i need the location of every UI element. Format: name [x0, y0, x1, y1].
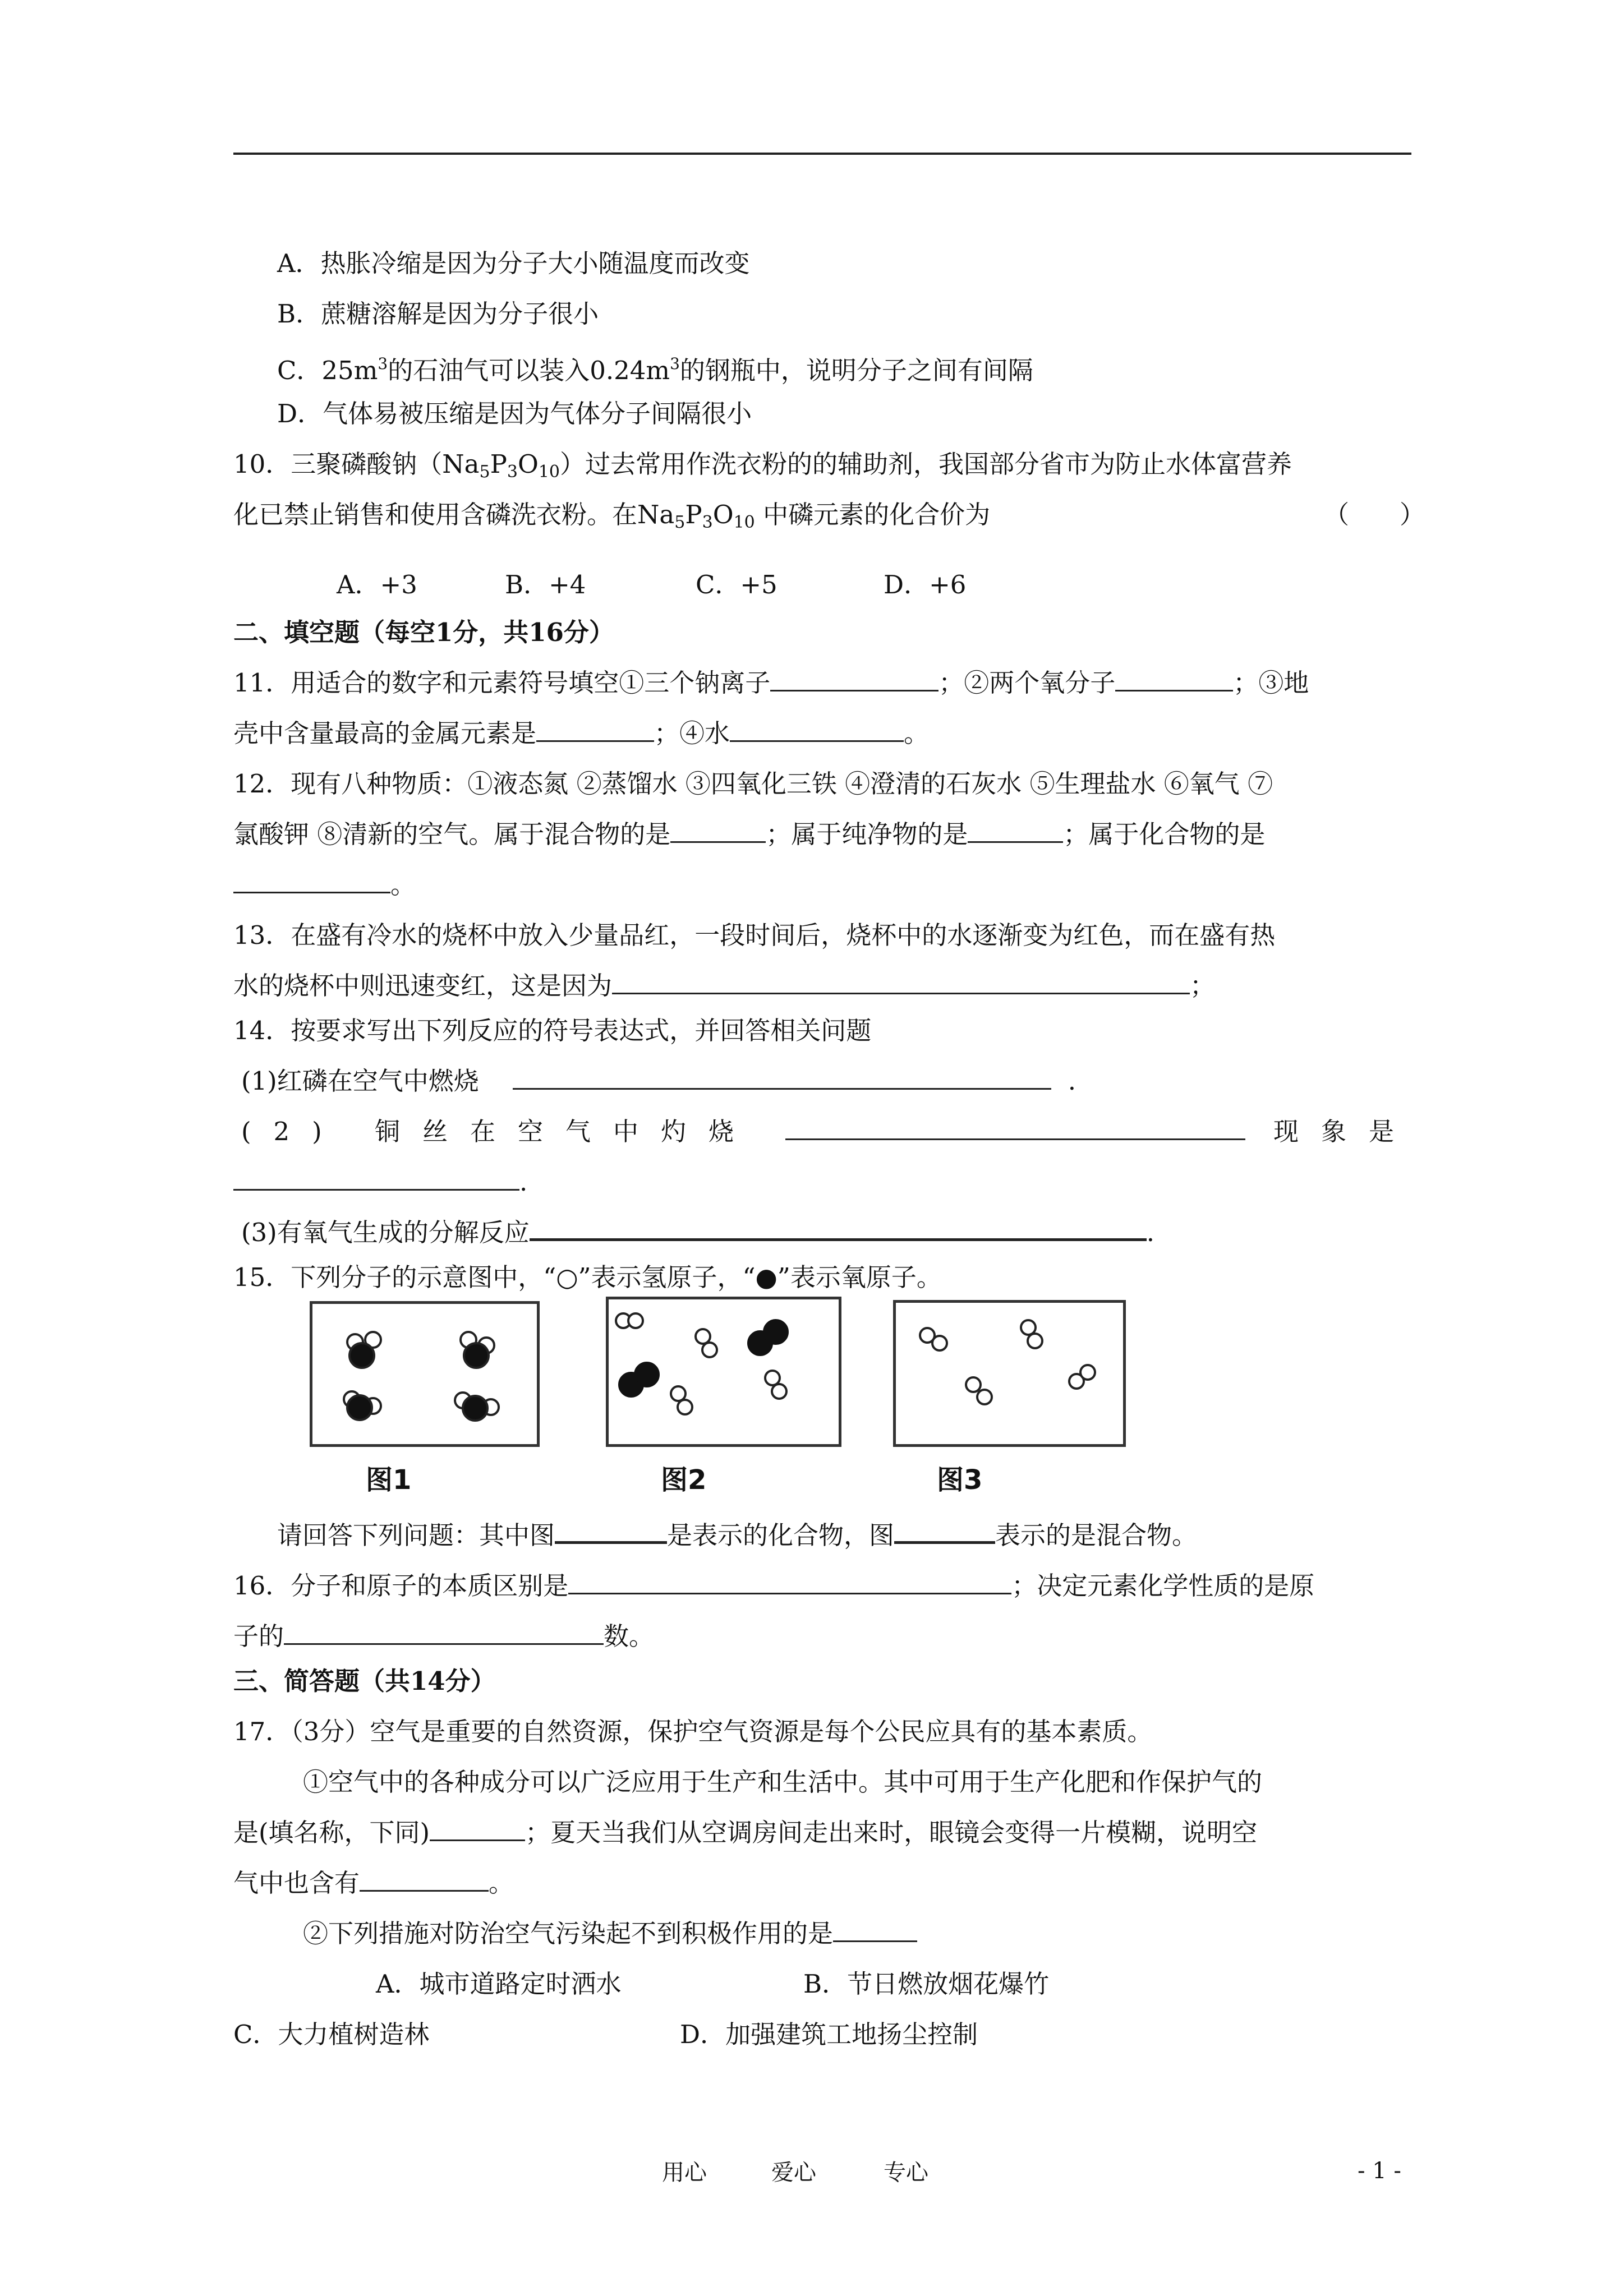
q12-line2: 氯酸钾 ⑧清新的空气。属于混合物的是 ；属于纯净物的是 ；属于化合物的是: [233, 819, 1266, 849]
figure-2-label: 图2: [661, 1464, 707, 1496]
q17-line5: ②下列措施对防治空气污染起不到积极作用的是: [303, 1917, 917, 1951]
water-molecule: [347, 1332, 381, 1368]
hydrogen-atom: [696, 1329, 710, 1344]
header-rule: [233, 153, 1411, 155]
figure-2-molecules: [609, 1299, 839, 1444]
q14-part2: (2) 铜丝在空气中灼烧: [241, 1117, 757, 1146]
q10-option-b: B．+4: [505, 570, 586, 600]
q17-option-d: D．加强建筑工地扬尘控制: [680, 2020, 978, 2049]
oxygen-atom: [349, 1343, 374, 1368]
figure-3-molecules: [896, 1303, 1123, 1444]
q14-blank-1: [513, 1066, 1051, 1090]
figure-3-box: [893, 1300, 1126, 1447]
hydrogen-atom: [977, 1390, 992, 1404]
q10-line1: 10．三聚磷酸钠$(Na_5P_3O_{10})$过去常用作洗衣粉的的辅助剂，我国部分省市为防止水体富营养: [233, 449, 1292, 482]
q10-line2: 化已禁止销售和使用含磷洗衣粉。在$Na_5P_3O_{10}$ 中磷元素的化合价为: [233, 500, 991, 532]
hydrogen-atom: [671, 1386, 686, 1401]
q11-blank-1: [770, 667, 938, 691]
hydrogen-molecule: [696, 1329, 717, 1357]
hydrogen-atom: [634, 1362, 659, 1387]
q14-blank-3: [233, 1167, 519, 1191]
q13-line1: 13．在盛有冷水的烧杯中放入少量品红，一段时间后，烧杯中的水逐渐变为红色，而在盛有热: [233, 920, 1276, 950]
q14-intro: 14．按要求写出下列反应的符号表达式，并回答相关问题: [233, 1016, 872, 1045]
hydrogen-atom: [765, 1371, 780, 1385]
q16-blank-1: [568, 1570, 1011, 1594]
q11-line2: 壳中含量最高的金属元素是 ；④水 。: [233, 718, 930, 748]
oxygen-molecule: [748, 1320, 788, 1356]
oxygen-atom: [464, 1343, 489, 1368]
q12-blank-3: [233, 869, 390, 893]
hydrogen-molecule: [920, 1328, 947, 1350]
q14-part3: (3)有氧气生成的分解反应 .: [241, 1216, 1154, 1250]
q9-option-a: A．热胀冷缩是因为分子大小随温度而改变: [277, 248, 750, 278]
hydrogen-atom: [763, 1320, 788, 1344]
q17-line4: 气中也含有 。: [233, 1868, 514, 1898]
oxygen-atom: [463, 1396, 487, 1421]
q12-blank-1: [670, 819, 766, 843]
q17-option-c: C．大力植树造林: [233, 2020, 430, 2049]
page-number: - 1 -: [1358, 2158, 1401, 2184]
q16-line2: 子的 数。: [233, 1621, 655, 1651]
figure-3-label: 图3: [937, 1464, 983, 1496]
q14-blank-4: [530, 1216, 1147, 1241]
footer-word-2: 爱心: [771, 2160, 816, 2186]
q14-part2-blank-line: [785, 1115, 1245, 1149]
footer-word-1: 用心: [662, 2160, 707, 2186]
q14-part2-tail: 现象是: [1273, 1117, 1417, 1146]
figure-1-box: [310, 1301, 540, 1447]
q14-part1: (1)红磷在空气中燃烧 .: [241, 1066, 1076, 1096]
q12-line1: 12．现有八种物质：①液态氮 ②蒸馏水 ③四氧化三铁 ④澄清的石灰水 ⑤生理盐水 ⑥氧气 ⑦: [233, 769, 1273, 799]
q17-blank-1: [430, 1817, 525, 1841]
q16-line1: 16．分子和原子的本质区别是 ；决定元素化学性质的是原: [233, 1571, 1315, 1601]
q17-line3: 是(填名称，下同) ；夏天当我们从空调房间走出来时，眼镜会变得一片模糊，说明空: [233, 1818, 1258, 1847]
q17-option-b: B．节日燃放烟花爆竹: [803, 1969, 1050, 1999]
section2-heading: 二、填空题（每空1分，共16分）: [233, 617, 614, 647]
q9-option-c: C．$25m^3$的石油气可以装入$0.24m^3$的钢瓶中，说明分子之间有间隔: [277, 354, 1033, 385]
q13-blank: [612, 970, 1190, 994]
q10-option-a: A．+3: [337, 570, 417, 600]
hydrogen-atom: [966, 1377, 981, 1392]
q15-answer-line: 请回答下列问题：其中图 是表示的化合物，图 表示的是混合物。: [277, 1519, 1197, 1552]
q17-line1: 17．（3分）空气是重要的自然资源，保护空气资源是每个公民应具有的基本素质。: [233, 1717, 1153, 1746]
q12-blank-2: [968, 819, 1063, 843]
q17-blank-2: [360, 1868, 489, 1892]
q17-line2: ①空气中的各种成分可以广泛应用于生产和生活中。其中可用于生产化肥和作保护气的: [303, 1767, 1263, 1797]
hydrogen-molecule: [1069, 1365, 1095, 1389]
hydrogen-atom: [628, 1313, 643, 1328]
q11-blank-3: [536, 718, 654, 742]
q10-option-d: D．+6: [884, 570, 967, 600]
q9-option-b: B．蔗糖溶解是因为分子很小: [277, 299, 599, 329]
figure-1-molecules: [312, 1304, 537, 1444]
q10-option-c: C．+5: [696, 570, 778, 600]
q15-blank-2: [894, 1519, 995, 1544]
hydrogen-molecule: [671, 1386, 692, 1414]
q14-part2-line2: .: [233, 1165, 527, 1199]
hydrogen-molecule: [616, 1313, 643, 1328]
q9-option-d: D．气体易被压缩是因为气体分子间隔很小: [277, 399, 752, 428]
q17-option-a: A．城市道路定时洒水: [376, 1969, 622, 1999]
q17-blank-3: [833, 1918, 917, 1942]
q13-line2: 水的烧杯中则迅速变红，这是因为 ；: [233, 971, 1216, 1001]
water-molecule: [461, 1332, 494, 1368]
hydrogen-molecule: [765, 1371, 786, 1399]
water-molecule: [455, 1393, 499, 1421]
hydrogen-molecule: [966, 1377, 992, 1404]
q16-blank-2: [284, 1621, 604, 1645]
q11-blank-2: [1115, 667, 1233, 691]
hydrogen-atom: [1021, 1320, 1036, 1335]
water-molecule: [344, 1391, 381, 1420]
oxygen-atom: [347, 1395, 372, 1420]
hydrogen-atom: [678, 1400, 692, 1414]
hydrogen-atom: [702, 1343, 717, 1357]
q10-answer-paren: （ ）: [1324, 500, 1425, 529]
hydrogen-molecule: [1021, 1320, 1042, 1348]
hydrogen-atom: [772, 1384, 786, 1399]
hydrogen-atom: [1080, 1365, 1095, 1380]
q12-line3: 。: [233, 868, 416, 902]
q15-line1: 15．下列分子的示意图中，“○”表示氢原子，“●”表示氧原子。: [233, 1262, 942, 1292]
footer-word-3: 专心: [884, 2160, 928, 2186]
figure-1-label: 图1: [366, 1464, 412, 1496]
oxygen-molecule: [619, 1362, 659, 1397]
hydrogen-atom: [932, 1336, 947, 1350]
q15-blank-1: [555, 1519, 667, 1544]
section3-heading: 三、简答题（共14分）: [233, 1666, 496, 1696]
hydrogen-atom: [1028, 1334, 1042, 1348]
q14-blank-2: [785, 1116, 1245, 1140]
figure-2-box: [606, 1297, 841, 1447]
q11-blank-4: [730, 718, 904, 742]
q11-line1: 11．用适合的数字和元素符号填空①三个钠离子 ；②两个氧分子 ；③地: [233, 668, 1309, 698]
